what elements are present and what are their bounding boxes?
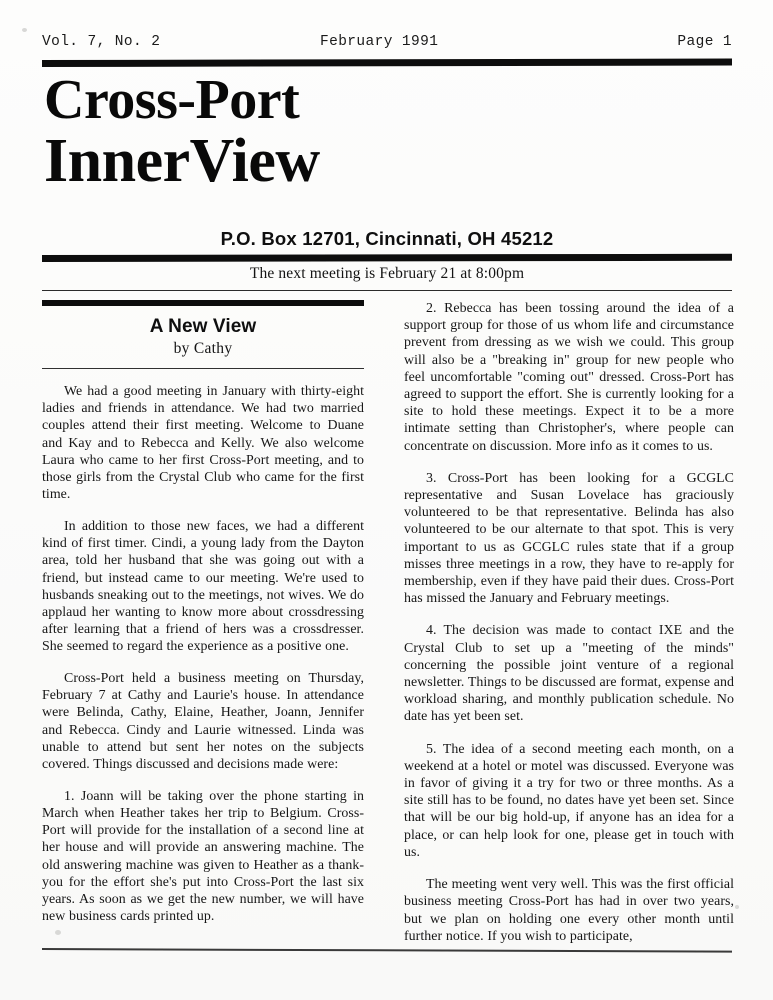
page-number: Page 1 [677,34,732,50]
running-head [42,34,732,54]
article-headline: A New View [149,315,257,337]
masthead-line-2: InnerView [44,126,320,195]
paragraph: Cross-Port held a business meeting on Thursday, February 7 at Cathy and Laurie's house. In attendance were Belinda, Cathy, Elaine, Heather, Joann, Jennifer and Rebecca. Cindy and Laurie witnessed. Linda was unable to attend but sent her notes on the subjects covered. Things discussed and decisions made were: [42,671,364,773]
paragraph: 5. The idea of a second meeting each month, on a weekend at a hotel or motel was discussed. Everyone was in favor of giving it a try for two or three months. As a site still has to be found, no dates have yet been set. Since that will be our big hold-up, if anyone has an idea for a place, or can help look for one, please get in touch with us. [404,741,734,860]
meeting-rule [42,290,732,291]
scan-speck [55,930,61,935]
scan-speck [22,28,27,32]
left-column-body [42,383,364,925]
article-top-rule [42,300,364,306]
paragraph: 2. Rebecca has been tossing around the idea of a support group for those of us whom life and circumstance prevent from dressing as we wish we could. This group will also be a "breaking in" group for new people who feel uncomfortable "coming out" dressed. Cross-Port has agreed to support the effort. She is currently looking for a site to hold these meetings. Expect it to be a more intimate setting than Christopher's, where people can concentrate on discussion. More info as it comes to us. [404,301,734,454]
article-byline: by Cathy [173,339,233,357]
header-rule [42,59,732,67]
next-meeting-notice: The next meeting is February 21 at 8:00pm [249,265,525,282]
masthead-line-1: Cross-Port [44,69,300,131]
byline-rule [42,368,364,370]
left-column [42,300,364,940]
paragraph: 1. Joann will be taking over the phone starting in March when Heather takes her trip to Belgium. Cross-Port will provide for the installation of a second line at her house and will provide an answering machine. The old answering machine was given to Heather as a thank-you for the effort she's put into Cross-Port the last six years. As soon as we get the new number, we will have new business cards printed up. [42,788,364,925]
paragraph: 3. Cross-Port has been looking for a GCGLC representative and Susan Lovelace has graciously volunteered to be that representative. Belinda has also volunteered to be our alternate to that spot. This is very important to us as GCGLC rules state that if a group misses three meetings in a row, they have to re-apply for membership, even if they have paid their dues. Cross-Port has missed the January and February meetings. [404,470,734,607]
right-column-body [404,300,734,945]
masthead [44,69,734,195]
paragraph: The meeting went very well. This was the first official business meeting Cross-Port has had in over two years, but we plan on holding one every other month until further notice. If you wish to participate, [404,877,734,944]
mailing-address: P.O. Box 12701, Cincinnati, OH 45212 [220,228,554,249]
right-column [404,300,734,960]
paragraph: 4. The decision was made to contact IXE and the Crystal Club to set up a "meeting of the minds" concerning the possible joint venture of a regional newsletter. Things to be discussed are format, expense and workload sharing, and monthly publication schedule. No date has yet been set. [404,623,734,725]
paragraph: In addition to those new faces, we had a different kind of first timer. Cindi, a young lady from the Dayton area, told her husband that she was going out with a friend, but instead came to our meeting. We're used to husbands sneaking out to the meetings, not wives. We do applaud her wanting to know more about crossdressing after learning that a friend of hers was a crossdresser. She seemed to regard the experience as a positive one. [42,518,364,655]
paragraph: We had a good meeting in January with thirty-eight ladies and friends in attendance. We had two married couples attend their first meeting. Welcome to Duane and Kay and to Rebecca and Kelly. We also welcome Laura who came to her first Cross-Port meeting, and to those girls from the Crystal Club who came for the first time. [42,384,364,503]
issue-date: February 1991 [320,34,439,50]
address-rule [42,254,732,262]
scan-speck [735,905,739,909]
volume-number: Vol. 7, No. 2 [42,34,161,50]
